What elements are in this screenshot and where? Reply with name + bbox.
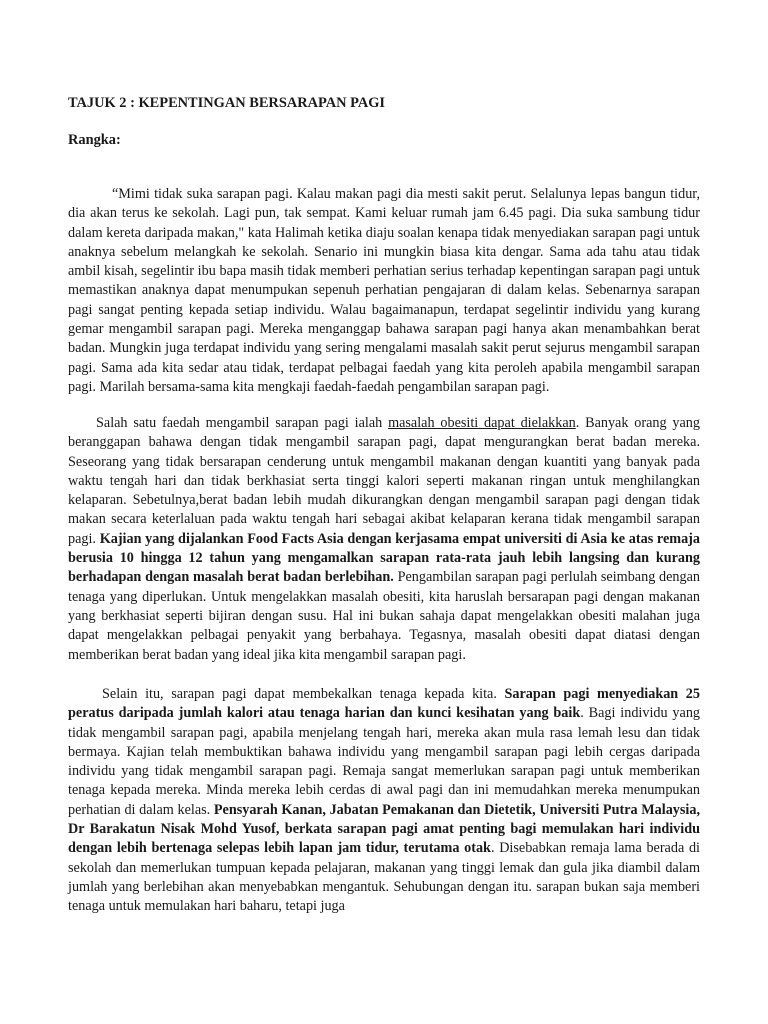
paragraph-obesity-bold: Kajian yang dijalankan Food Facts Asia dengan kerjasama empat universiti di Asia ke atas remaja berusia 10 hingga 12 tahun yang mengamalkan sarapan rata-rata jauh lebih langsing dan kurang berhadapan dengan masalah berat badan berlebihan. bbox=[68, 530, 700, 586]
paragraph-intro-text: “Mimi tidak suka sarapan pagi. Kalau makan pagi dia mesti sakit perut. Selalunya lepas bangun tidur, dia akan terus ke sekolah. Lagi pun, tak sempat. Kami keluar rumah jam 6.45 pagi. Dia suka sambung tidur dalam kereta daripada makan," kata Halimah ketika diaju soalan kenapa tidak menyediakan sarapan pagi untuk anaknya sebelum melangkah ke sekolah. Senario ini mungkin biasa kita dengar. Sama ada tahu atau tidak ambil kisah, segelintir ibu bapa masih tidak memberi perhatian serius terhadap kepentingan sarapan pagi untuk memastikan anaknya dapat menumpukan sepenuh perhatian pengajaran di dalam kelas. Sebenarnya sarapan pagi sangat penting kepada setiap individu. Walau bagaimanapun, terdapat segelintir individu yang kurang gemar mengambil sarapan pagi. Mereka menganggap bahawa sarapan pagi hanya akan menambahkan berat badan. Mungkin juga terdapat individu yang sering mengalami masalah sakit perut sejurus mengambil sarapan pagi. Sama ada kita sedar atau tidak, terdapat pelbagai faedah yang kita peroleh apabila mengambil sarapan pagi. Marilah bersama-sama kita mengkaji faedah-faedah pengambilan sarapan pagi. bbox=[68, 186, 700, 395]
paragraph-obesity bbox=[68, 414, 700, 665]
paragraph-energy-bold-1: Sarapan pagi menyediakan 25 peratus daripada jumlah kalori atau tenaga harian dan kunci kesihatan yang baik bbox=[68, 686, 700, 722]
paragraph-obesity-middle: . Banyak orang yang beranggapan bahawa dengan tidak mengambil sarapan pagi, dapat mengurangkan berat badan mereka. Seseorang yang tidak bersarapan cenderung untuk mengambil makanan dengan kuantiti yang banyak pada waktu tengah hari dan tidak berkhasiat serta tinggi kalori seperti makanan ringan untuk menghilangkan kelaparan. Sebetulnya,berat badan lebih mudah dikurangkan dengan mengambil sarapan pagi dengan tidak makan secara keterlaluan pada waktu tengah hari sebagai akibat kelaparan kerana tidak mengambil sarapan pagi. bbox=[68, 415, 700, 547]
paragraph-intro bbox=[68, 185, 700, 397]
paragraph-energy-tail: . Disebabkan remaja lama berada di sekolah dan memerlukan tumpuan kepada pelajaran, makanan yang tinggi lemak dan gula jika diambil dalam jumlah yang berlebihan akan menyebabkan mengantuk. Sehubungan dengan itu. sarapan bukan saja memberi tenaga untuk memulakan hari baharu, tetapi juga bbox=[68, 840, 700, 915]
paragraph-energy-lead: Selain itu, sarapan pagi dapat membekalkan tenaga kepada kita. bbox=[102, 686, 505, 702]
paragraph-energy bbox=[68, 685, 700, 917]
paragraph-obesity-lead: Salah satu faedah mengambil sarapan pagi ialah bbox=[96, 415, 389, 431]
document-title: TAJUK 2 : KEPENTINGAN BERSARAPAN PAGI bbox=[68, 95, 386, 111]
paragraph-obesity-tail: Pengambilan sarapan pagi perlulah seimbang dengan tenaga yang diperlukan. Untuk mengelakkan masalah obesiti, kita haruslah bersarapan pagi dengan makanan yang berkhasiat seperti bijiran dengan susu. Hal ini bukan sahaja dapat mengelakkan obesiti malahan juga dapat mengelakkan pelbagai penyakit yang berbahaya. Tegasnya, masalah obesiti dapat diatasi dengan memberikan berat badan yang ideal jika kita mengambil sarapan pagi. bbox=[68, 569, 701, 663]
paragraph-energy-middle: . Bagi individu yang tidak mengambil sarapan pagi, apabila menjelang tengah hari, mereka akan mula rasa lemah lesu dan tidak bermaya. Kajian telah membuktikan bahawa individu yang mengambil sarapan pagi lebih cergas daripada individu yang tidak mengambil sarapan pagi. Remaja sangat memerlukan sarapan pagi untuk memberikan tenaga kepada mereka. Minda mereka lebih cerdas di awal pagi dan ini memudahkan mereka menumpukan perhatian di dalam kelas. bbox=[68, 705, 701, 818]
outline-label: Rangka: bbox=[68, 132, 121, 148]
paragraph-energy-bold-2: Pensyarah Kanan, Jabatan Pemakanan dan Dietetik, Universiti Putra Malaysia, Dr Barakatun Nisak Mohd Yusof, berkata sarapan pagi amat penting bagi memulakan hari individu dengan lebih bertenaga selepas lebih lapan jam tidur, terutama otak bbox=[68, 801, 700, 857]
paragraph-obesity-underlined: masalah obesiti dapat dielakkan bbox=[388, 415, 576, 431]
